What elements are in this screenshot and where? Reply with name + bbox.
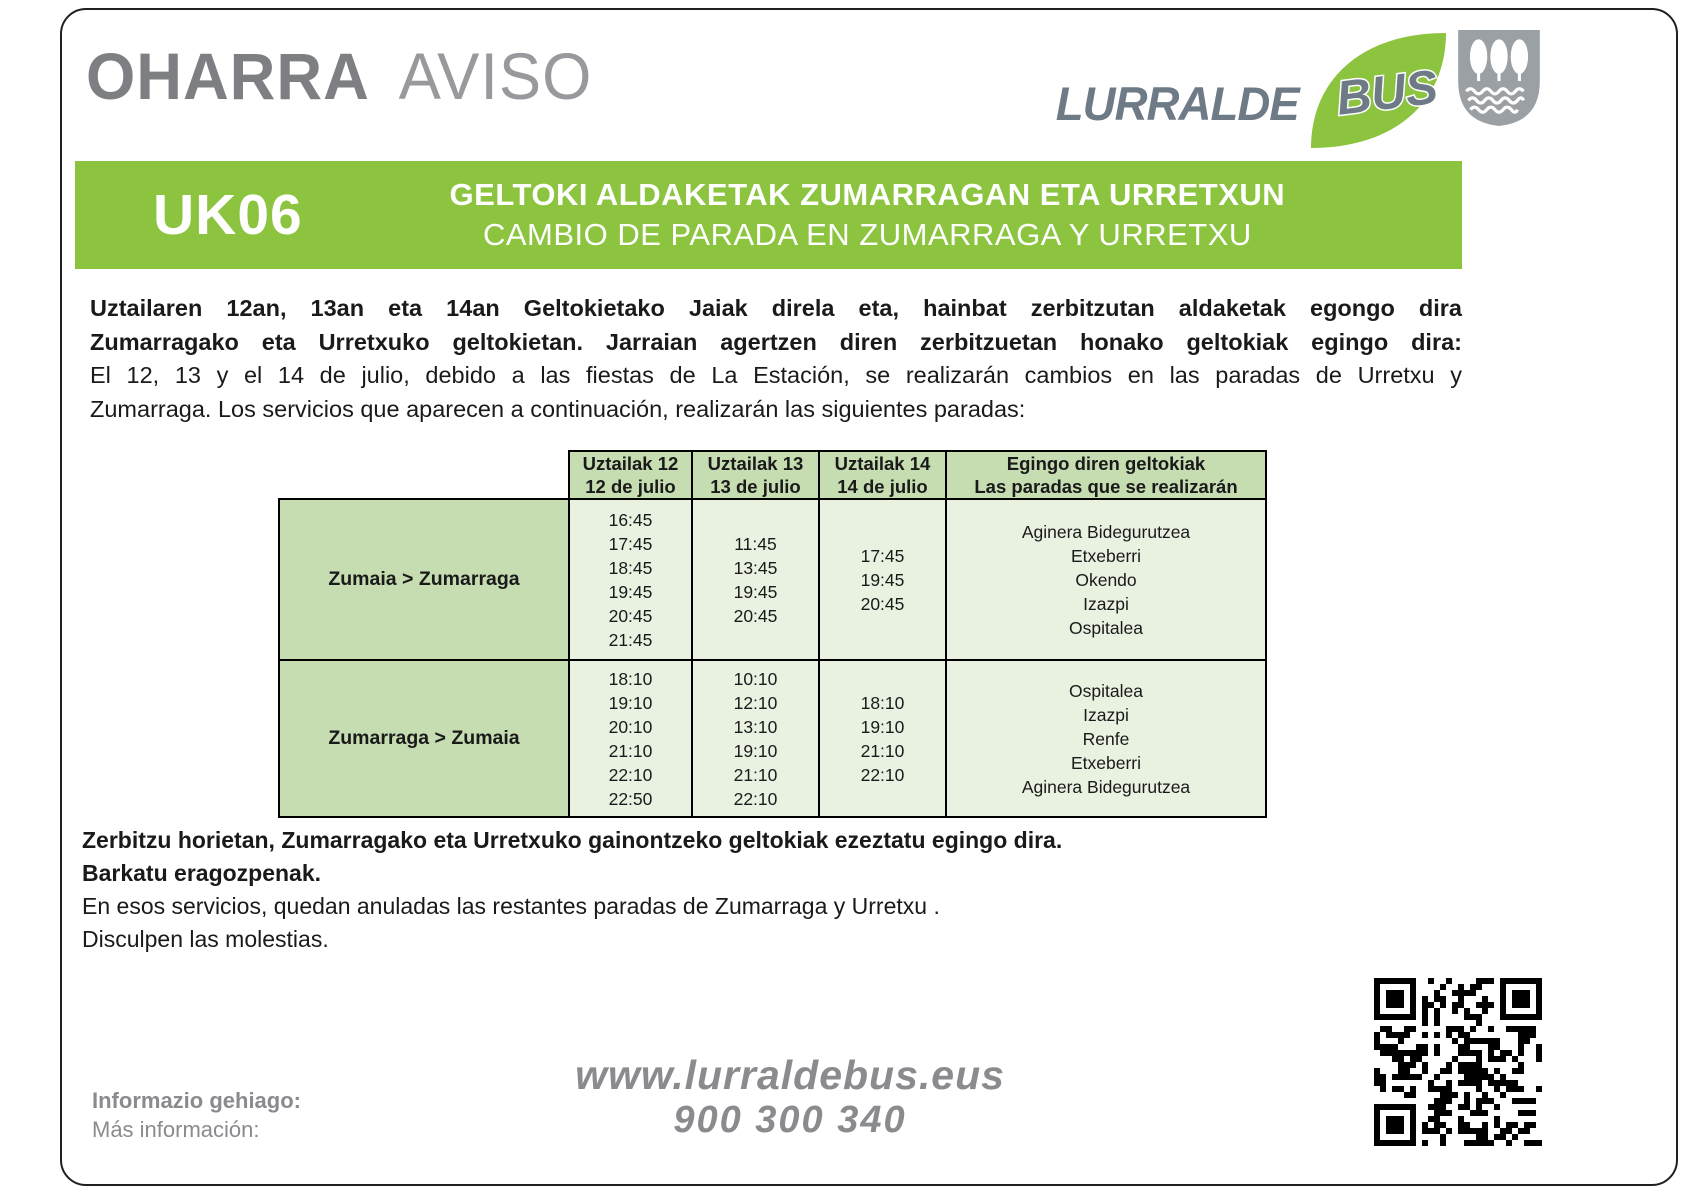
- column-header-stops: [946, 451, 1266, 499]
- times-jul13: [692, 660, 819, 817]
- line: 19:45: [608, 581, 653, 602]
- line: Barkatu eragozpenak.: [82, 860, 322, 886]
- line: 19:10: [608, 692, 653, 713]
- line: 19:45: [860, 569, 905, 590]
- column-header-jul14: [819, 451, 946, 499]
- line: 10:10: [733, 668, 778, 689]
- logo-bus-text: BUS: [1334, 60, 1442, 126]
- more-info-es: Más información:: [92, 1117, 260, 1142]
- line: Etxeberri: [1070, 545, 1142, 566]
- line: 22:10: [733, 788, 778, 809]
- line: 18:10: [608, 668, 653, 689]
- header-es: Las paradas que se realizarán: [974, 476, 1238, 497]
- gipuzkoa-shield-icon: [1454, 28, 1544, 128]
- line: 13:10: [733, 716, 778, 737]
- intro-paragraph: [90, 292, 1462, 426]
- more-info-block: [92, 1086, 301, 1144]
- table-row: [279, 660, 1266, 817]
- notes-spanish: [82, 890, 1462, 956]
- stops-list: [946, 499, 1266, 660]
- website-url: www.lurraldebus.eus: [575, 1052, 1005, 1098]
- more-info-eu: Informazio gehiago:: [92, 1088, 301, 1113]
- notice-banner: [75, 161, 1462, 269]
- times-jul14: [819, 660, 946, 817]
- line: 19:10: [733, 740, 778, 761]
- line: 20:10: [608, 716, 653, 737]
- line: Izazpi: [1083, 704, 1129, 725]
- phone-number: 900 300 340: [673, 1099, 907, 1141]
- logo-wordmark: LURRALDE: [1055, 76, 1299, 130]
- header-es: 14 de julio: [837, 476, 928, 497]
- banner-title-es: CAMBIO DE PARADA EN ZUMARRAGA Y URRETXU: [482, 217, 1252, 252]
- line: 12:10: [733, 692, 778, 713]
- line: Etxeberri: [1070, 752, 1142, 773]
- schedule-table: [278, 450, 1267, 818]
- line: 20:45: [733, 605, 778, 626]
- line: 22:10: [860, 764, 905, 785]
- header-eu: Uztailak 13: [707, 453, 804, 474]
- line: Renfe: [1082, 728, 1130, 749]
- route-code: UK06: [153, 183, 303, 247]
- line: Okendo: [1075, 569, 1137, 590]
- header-eu: Uztailak 14: [834, 453, 931, 474]
- line: 11:45: [734, 533, 777, 554]
- line: Zumarraga. Los servicios que aparecen a continuación, realizarán las siguientes paradas:: [90, 395, 1026, 422]
- notes-basque: [82, 824, 1462, 890]
- line: 21:45: [608, 629, 653, 650]
- line: 19:10: [860, 716, 905, 737]
- line: 20:45: [608, 605, 653, 626]
- route-label: Zumaia > Zumarraga: [279, 499, 569, 660]
- column-header-jul12: [569, 451, 692, 499]
- times-jul12: [569, 660, 692, 817]
- line: 19:45: [733, 581, 778, 602]
- contact-block: [420, 1052, 1160, 1142]
- line: 17:45: [860, 545, 905, 566]
- leaf-icon: [1298, 26, 1456, 154]
- header-es: 13 de julio: [710, 476, 801, 497]
- qr-code: [1374, 978, 1542, 1146]
- route-label: Zumarraga > Zumaia: [279, 660, 569, 817]
- line: 17:45: [608, 533, 653, 554]
- line: 21:10: [733, 764, 778, 785]
- line: Disculpen las molestias.: [82, 926, 329, 952]
- intro-basque: [90, 292, 1462, 359]
- header-eu: Egingo diren geltokiak: [1006, 453, 1206, 474]
- line: 20:45: [860, 593, 905, 614]
- line: Izazpi: [1083, 593, 1129, 614]
- banner-title-eu: GELTOKI ALDAKETAK ZUMARRAGAN ETA URRETXUN: [449, 177, 1286, 212]
- header-eu: Uztailak 12: [582, 453, 679, 474]
- line: Zumarragako eta Urretxuko geltokietan. Jarraian agertzen diren zerbitzuetan honako geltokiak egingo dira:: [90, 328, 1462, 355]
- line: 18:45: [608, 557, 653, 578]
- lurraldebus-logo: [1052, 26, 1456, 154]
- line: 16:45: [608, 509, 653, 530]
- line: 13:45: [733, 557, 778, 578]
- line: El 12, 13 y el 14 de julio, debido a las fiestas de La Estación, se realizarán cambios en las paradas de Urretxu y: [90, 362, 1462, 388]
- times-jul13: [692, 499, 819, 660]
- line: 21:10: [860, 740, 905, 761]
- line: 18:10: [860, 692, 905, 713]
- notes: [82, 824, 1462, 956]
- empty-corner-cell: [279, 451, 569, 499]
- title-aviso: AVISO: [398, 39, 593, 113]
- table-row: [279, 499, 1266, 660]
- line: Uztailaren 12an, 13an eta 14an Geltokietako Jaiak direla eta, hainbat zerbitzutan aldaketak egongo dira: [90, 295, 1462, 321]
- line: Ospitalea: [1069, 617, 1143, 638]
- line: Ospitalea: [1069, 680, 1143, 701]
- stops-list: [946, 660, 1266, 817]
- line: Zerbitzu horietan, Zumarragako eta Urretxuko gainontzeko geltokiak ezeztatu egingo dira.: [82, 827, 1063, 853]
- line: Aginera Bidegurutzea: [1021, 521, 1191, 542]
- times-jul12: [569, 499, 692, 660]
- line: 21:10: [608, 740, 653, 761]
- line: En esos servicios, quedan anuladas las restantes paradas de Zumarraga y Urretxu .: [82, 893, 940, 919]
- page-title: [86, 38, 592, 114]
- line: 22:10: [608, 764, 653, 785]
- column-header-jul13: [692, 451, 819, 499]
- banner-titles: [303, 175, 1462, 255]
- header-es: 12 de julio: [585, 476, 676, 497]
- times-jul14: [819, 499, 946, 660]
- intro-spanish: [90, 359, 1462, 426]
- line: 22:50: [608, 788, 653, 809]
- line: Aginera Bidegurutzea: [1021, 776, 1191, 797]
- title-oharra: OHARRA: [86, 39, 370, 113]
